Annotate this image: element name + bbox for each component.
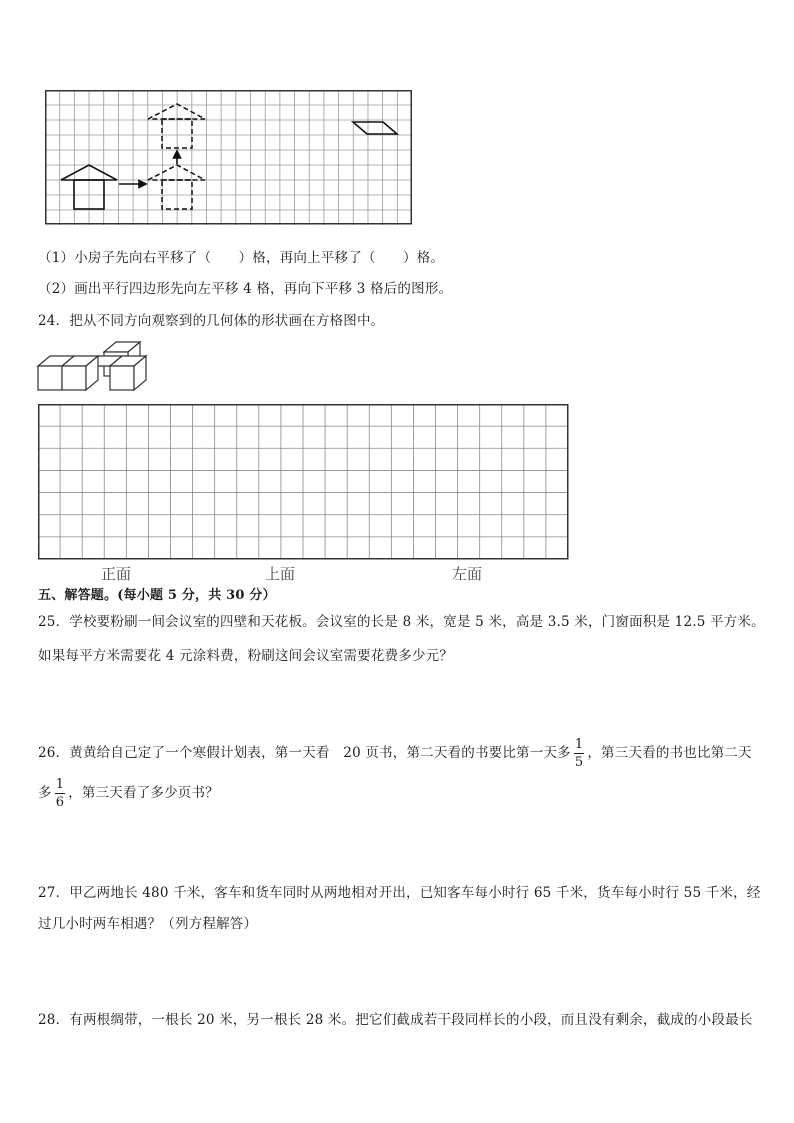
q26-text-a: 26．黄黄给自己定了一个寒假计划表，第一天看 20 页书，第二天看的书要比第一天多 bbox=[38, 745, 571, 761]
cube-solid-figure bbox=[36, 340, 156, 396]
q27-line-2: 过几小时两车相遇？（列方程解答） bbox=[38, 916, 258, 932]
parallelogram bbox=[353, 122, 397, 134]
fraction-numerator: 1 bbox=[574, 737, 584, 752]
arrow-right bbox=[119, 181, 146, 188]
view-label-top: 上面 bbox=[265, 565, 296, 583]
q23-subquestion-1: （1）小房子先向右平移了（ ）格，再向上平移了（ ）格。 bbox=[38, 250, 445, 266]
grid-lines bbox=[45, 90, 412, 225]
q26-line-2 bbox=[38, 774, 219, 812]
q26-text-c: 多 bbox=[38, 785, 52, 801]
q26-text-b: ，第三天看的书也比第二天 bbox=[587, 745, 752, 761]
translation-grid-figure bbox=[45, 90, 413, 226]
fraction-numerator: 1 bbox=[55, 777, 65, 792]
fraction-denominator: 5 bbox=[574, 755, 584, 770]
q26-text-d: ，第三天看了多少页书？ bbox=[68, 785, 219, 801]
fraction-one-fifth bbox=[574, 738, 584, 769]
q26-line-1 bbox=[38, 734, 752, 772]
fraction-denominator: 6 bbox=[55, 795, 65, 810]
view-label-front: 正面 bbox=[101, 565, 132, 583]
arrow-up bbox=[174, 151, 181, 164]
q25-line-1: 25．学校要粉刷一间会议室的四壁和天花板。会议室的长是 8 米，宽是 5 米，高是 3.5 米，门窗面积是 12.5 平方米。 bbox=[38, 614, 765, 630]
q25-line-2: 如果每平方米需要花 4 元涂料费，粉刷这间会议室需要花费多少元？ bbox=[38, 648, 454, 664]
q23-subquestion-2: （2）画出平行四边形先向左平移 4 格，再向下平移 3 格后的图形。 bbox=[38, 281, 453, 297]
answer-grid bbox=[38, 404, 570, 560]
fraction-one-sixth bbox=[55, 778, 65, 809]
house-translated-right bbox=[148, 165, 205, 209]
section-5-heading: 五、解答题。(每小题 5 分，共 30 分） bbox=[38, 588, 276, 603]
q27-line-1: 27．甲乙两地长 480 千米，客车和货车同时从两地相对开出，已知客车每小时行 65 千米，货车每小时行 55 千米，经 bbox=[38, 885, 761, 901]
grid-border bbox=[46, 91, 412, 224]
view-label-left: 左面 bbox=[452, 565, 483, 583]
house-translated-up bbox=[148, 104, 205, 148]
q28-line-1: 28．有两根绸带，一根长 20 米，另一根长 28 米。把它们截成若干段同样长的小段，而且没有剩余，截成的小段最长 bbox=[38, 1012, 753, 1028]
q24-question: 24．把从不同方向观察到的几何体的形状画在方格图中。 bbox=[38, 313, 385, 329]
